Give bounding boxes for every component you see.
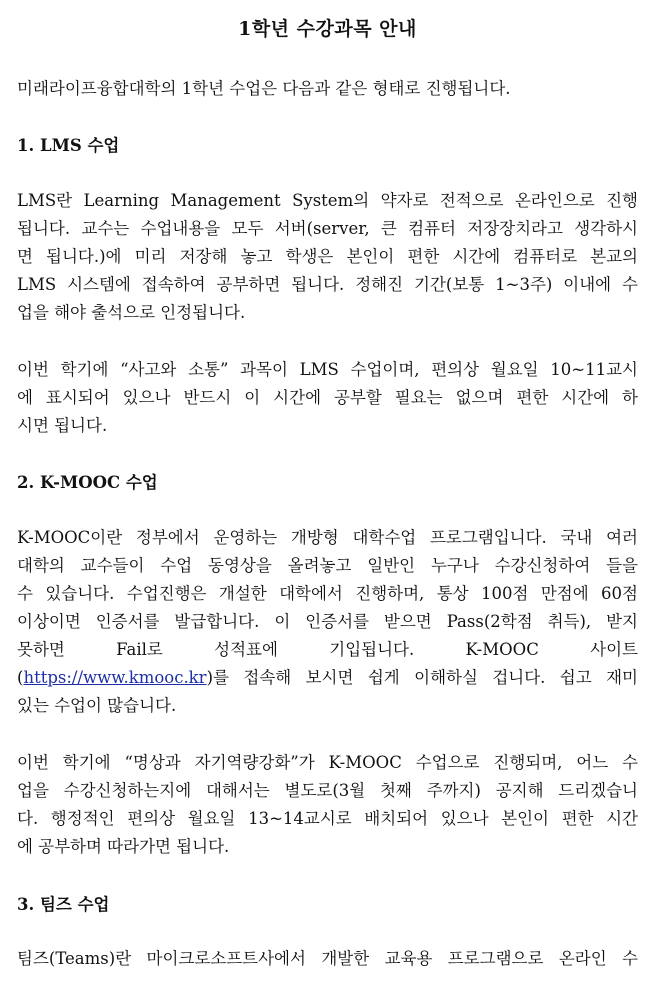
- text-line: 됩니다. 교수는 수업내용을 모두 서버(server, 큰 컴퓨터 저장장치라고 생각하시: [17, 219, 638, 238]
- text-line: K-MOOC이란 정부에서 운영하는 개방형 대학수업 프로그램입니다. 국내 여러: [17, 528, 638, 547]
- text-line: LMS란 Learning Management System의 약자로 전적으로 온라인으로 진행: [17, 191, 638, 210]
- section-heading-kmooc: 2. K-MOOC 수업: [17, 473, 158, 492]
- text-line: 에 공부하며 따라가면 됩니다.: [17, 837, 230, 856]
- kmooc-paragraph-1: [17, 524, 638, 720]
- link-trailing-text: )를 접속해 보시면 쉽게 이해하실 겁니다. 쉽고 재미: [206, 668, 638, 687]
- teams-paragraph-1: [17, 945, 638, 973]
- kmooc-link[interactable]: https://www.kmooc.kr: [23, 668, 207, 687]
- text-line: LMS 시스템에 접속하여 공부하면 됩니다. 정해진 기간(보통 1~3주) 이내에 수: [17, 275, 638, 294]
- kmooc-paragraph-2: [17, 749, 638, 861]
- text-line: 업을 해야 출석으로 인정됩니다.: [17, 303, 246, 322]
- section-heading-lms: 1. LMS 수업: [17, 136, 120, 155]
- text-line: 있는 수업이 많습니다.: [17, 696, 177, 715]
- lms-paragraph-1: [17, 187, 638, 327]
- text-line: 업을 수강신청하는지에 대해서는 별도로(3월 첫째 주까지) 공지해 드리겠습니: [17, 781, 638, 800]
- text-line: 못하면 Fail로 성적표에 기입됩니다. K-MOOC 사이트: [17, 640, 638, 659]
- text-line: 시면 됩니다.: [17, 416, 108, 435]
- text-line: 이번 학기에 “사고와 소통” 과목이 LMS 수업이며, 편의상 월요일 10~11교시: [17, 360, 638, 379]
- intro-paragraph: 미래라이프융합대학의 1학년 수업은 다음과 같은 형태로 진행됩니다.: [17, 79, 511, 98]
- text-line: 대학의 교수들이 수업 동영상을 올려놓고 일반인 누구나 수강신청하여 들을: [17, 556, 638, 575]
- paren-open: (: [17, 668, 24, 687]
- page-title: 1학년 수강과목 안내: [238, 18, 417, 40]
- text-line: 에 표시되어 있으나 반드시 이 시간에 공부할 필요는 없으며 편한 시간에 하: [17, 388, 638, 407]
- section-heading-teams: 3. 팀즈 수업: [17, 895, 110, 914]
- text-line: 다. 행정적인 편의상 월요일 13~14교시로 배치되어 있으나 본인이 편한 시간: [17, 809, 638, 828]
- text-line: 면 됩니다.)에 미리 저장해 놓고 학생은 본인이 편한 시간에 컴퓨터로 본교의: [17, 247, 638, 266]
- text-line: 팀즈(Teams)란 마이크로소프트사에서 개발한 교육용 프로그램으로 온라인 수: [17, 949, 638, 968]
- text-line-with-link: [17, 664, 638, 692]
- text-line: 수 있습니다. 수업진행은 개설한 대학에서 진행하며, 통상 100점 만점에 60점: [17, 584, 638, 603]
- text-line: 이상이면 인증서를 발급합니다. 이 인증서를 받으면 Pass(2학점 취득), 받지: [17, 612, 638, 631]
- lms-paragraph-2: [17, 356, 638, 440]
- text-line: 이번 학기에 “명상과 자기역량강화”가 K-MOOC 수업으로 진행되며, 어느 수: [17, 753, 638, 772]
